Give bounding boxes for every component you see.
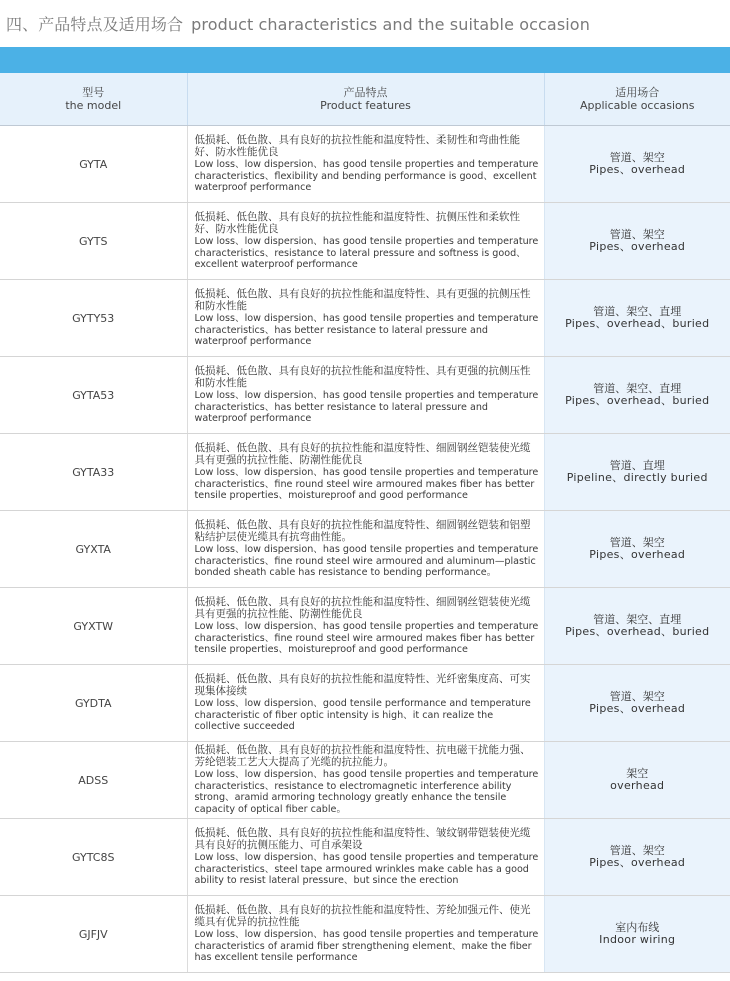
occasion-en: Pipes、overhead (589, 163, 686, 176)
column-header-model-zh: 型号 (82, 86, 105, 99)
section-heading-en: product characteristics and the suitable occasion (191, 15, 590, 34)
table-row (0, 280, 730, 357)
occasion-zh: 管道、架空 (609, 843, 665, 857)
occasion-cell (544, 357, 730, 434)
feature-zh: 低损耗、低色散、具有良好的抗拉性能和温度特性、柔韧性和弯曲性能好、防水性能优良 (194, 133, 520, 159)
features-cell (187, 896, 544, 973)
feature-zh: 低损耗、低色散、具有良好的抗拉性能和温度特性、细圆钢丝铠装使光缆具有更强的抗拉性能、防潮性能优良 (194, 441, 531, 467)
feature-zh: 低损耗、低色散、具有良好的抗拉性能和温度特性、具有更强的抗侧压性和防水性能 (194, 287, 531, 313)
column-header-features (187, 73, 544, 126)
occasion-cell (544, 742, 730, 819)
feature-zh: 低损耗、低色散、具有良好的抗拉性能和温度特性、抗侧压性和柔软性好、防水性能优良 (194, 210, 520, 236)
occasion-en: overhead (610, 779, 665, 792)
feature-en: Low loss、low dispersion、has good tensile properties and temperature characteristics、resistance to electromagnetic interference ability strong、aramid armoring technology greatly enhance the tensile capacity of optical fiber cable。 (194, 768, 539, 816)
occasion-cell (544, 896, 730, 973)
table-header-row (0, 73, 730, 126)
column-header-model-en: the model (65, 99, 122, 112)
model-cell: GYTA33 (0, 434, 187, 511)
feature-en: Low loss、low dispersion、has good tensile properties and temperature characteristics、has better resistance to lateral pressure and waterproof performance (194, 389, 539, 425)
column-header-occasions (544, 73, 730, 126)
occasion-cell (544, 588, 730, 665)
occasion-zh: 管道、架空、直埋 (593, 612, 682, 626)
table-row (0, 742, 730, 819)
model-cell: GYXTW (0, 588, 187, 665)
feature-zh: 低损耗、低色散、具有良好的抗拉性能和温度特性、细圆钢丝铠装使光缆具有更强的抗拉性能、防潮性能优良 (194, 595, 531, 621)
features-cell (187, 126, 544, 203)
feature-zh: 低损耗、低色散、具有良好的抗拉性能和温度特性、抗电磁干扰能力强、芳纶铠装工艺大大提高了光缆的抗拉能力。 (194, 744, 531, 769)
occasion-zh: 管道、架空、直埋 (593, 304, 682, 318)
feature-en: Low loss、low dispersion、has good tensile properties and temperature characteristics、fine round steel wire armoured and aluminum—plastic bonded sheath cable has resistance to bending performance。 (194, 543, 539, 579)
model-cell: GYTA53 (0, 357, 187, 434)
occasion-zh: 架空 (626, 766, 649, 780)
occasion-en: Pipes、overhead (589, 240, 686, 253)
features-cell (187, 203, 544, 280)
features-cell (187, 588, 544, 665)
table-row (0, 665, 730, 742)
occasion-cell (544, 280, 730, 357)
occasion-zh: 室内布线 (615, 920, 660, 934)
occasion-en: Pipes、overhead (589, 548, 686, 561)
occasion-en: Pipes、overhead (589, 856, 686, 869)
column-header-model (0, 73, 187, 126)
model-cell: ADSS (0, 742, 187, 819)
features-cell (187, 280, 544, 357)
header-band (0, 47, 730, 73)
occasion-cell (544, 819, 730, 896)
features-cell (187, 511, 544, 588)
feature-zh: 低损耗、低色散、具有良好的抗拉性能和温度特性、光纤密集度高、可实现集体接续 (194, 672, 531, 698)
features-cell (187, 742, 544, 819)
table-row (0, 203, 730, 280)
occasion-zh: 管道、架空 (609, 227, 665, 241)
feature-en: Low loss、low dispersion、has good tensile properties and temperature characteristics、steel tape armoured wrinkles make cable has a good ability to resist lateral pressure、but since the erection (194, 851, 539, 887)
model-cell: GYDTA (0, 665, 187, 742)
column-header-occasions-zh: 适用场合 (615, 86, 660, 99)
column-header-occasions-en: Applicable occasions (580, 99, 695, 112)
feature-en: Low loss、low dispersion、has good tensile properties and temperature characteristics、fine round steel wire armoured makes fiber has better tensile properties、moistureproof and good performance (194, 466, 539, 502)
feature-zh: 低损耗、低色散、具有良好的抗拉性能和温度特性、芳纶加强元件、使光缆具有优异的抗拉性能 (194, 903, 531, 929)
feature-en: Low loss、low dispersion、has good tensile properties and temperature characteristics、resistance to lateral pressure and softness is good、excellent waterproof performance (194, 235, 539, 271)
occasion-cell (544, 126, 730, 203)
occasion-en: Pipes、overhead、buried (565, 394, 710, 407)
model-cell: GYTS (0, 203, 187, 280)
column-header-features-en: Product features (320, 99, 411, 112)
table-row (0, 357, 730, 434)
table-row (0, 588, 730, 665)
model-cell: GJFJV (0, 896, 187, 973)
occasion-cell (544, 203, 730, 280)
table-row (0, 434, 730, 511)
feature-en: Low loss、low dispersion、good tensile performance and temperature characteristic of fiber optic intensity is high、it can realize the collective succeeded (194, 697, 531, 733)
table-row (0, 126, 730, 203)
occasion-en: Indoor wiring (599, 933, 676, 946)
feature-zh: 低损耗、低色散、具有良好的抗拉性能和温度特性、具有更强的抗侧压性和防水性能 (194, 364, 531, 390)
features-cell (187, 434, 544, 511)
table-row (0, 819, 730, 896)
occasion-zh: 管道、架空 (609, 689, 665, 703)
occasion-en: Pipes、overhead、buried (565, 625, 710, 638)
occasion-zh: 管道、架空 (609, 150, 665, 164)
feature-en: Low loss、low dispersion、has good tensile properties and temperature characteristics、flexibility and bending performance is good、excellent waterproof performance (194, 158, 539, 194)
feature-en: Low loss、low dispersion、has good tensile properties and temperature characteristics、fine round steel wire armoured makes fiber has better tensile properties、moistureproof and good performance (194, 620, 539, 656)
table-row (0, 511, 730, 588)
feature-en: Low loss、low dispersion、has good tensile properties and temperature characteristics of aramid fiber strengthening element、make the fiber has excellent tensile performance (194, 928, 539, 964)
characteristics-table (0, 73, 730, 973)
occasion-zh: 管道、直埋 (609, 458, 665, 472)
occasion-cell (544, 434, 730, 511)
feature-en: Low loss、low dispersion、has good tensile properties and temperature characteristics、has better resistance to lateral pressure and waterproof performance (194, 312, 539, 348)
features-cell (187, 819, 544, 896)
model-cell: GYTC8S (0, 819, 187, 896)
section-heading (6, 12, 590, 35)
occasion-zh: 管道、架空 (609, 535, 665, 549)
occasion-cell (544, 665, 730, 742)
section-heading-zh: 四、产品特点及适用场合 (6, 15, 184, 34)
occasion-en: Pipeline、directly buried (566, 471, 708, 484)
occasion-cell (544, 511, 730, 588)
model-cell: GYXTA (0, 511, 187, 588)
occasion-en: Pipes、overhead、buried (565, 317, 710, 330)
features-cell (187, 357, 544, 434)
column-header-features-zh: 产品特点 (343, 86, 388, 99)
occasion-en: Pipes、overhead (589, 702, 686, 715)
model-cell: GYTY53 (0, 280, 187, 357)
model-cell: GYTA (0, 126, 187, 203)
features-cell (187, 665, 544, 742)
feature-zh: 低损耗、低色散、具有良好的抗拉性能和温度特性、皱纹钢带铠装使光缆具有良好的抗侧压能力、可自承架设 (194, 826, 531, 852)
feature-zh: 低损耗、低色散、具有良好的抗拉性能和温度特性、细圆钢丝铠装和铝塑粘结护层使光缆具有抗弯曲性能。 (194, 518, 531, 544)
table-row (0, 896, 730, 973)
occasion-zh: 管道、架空、直埋 (593, 381, 682, 395)
